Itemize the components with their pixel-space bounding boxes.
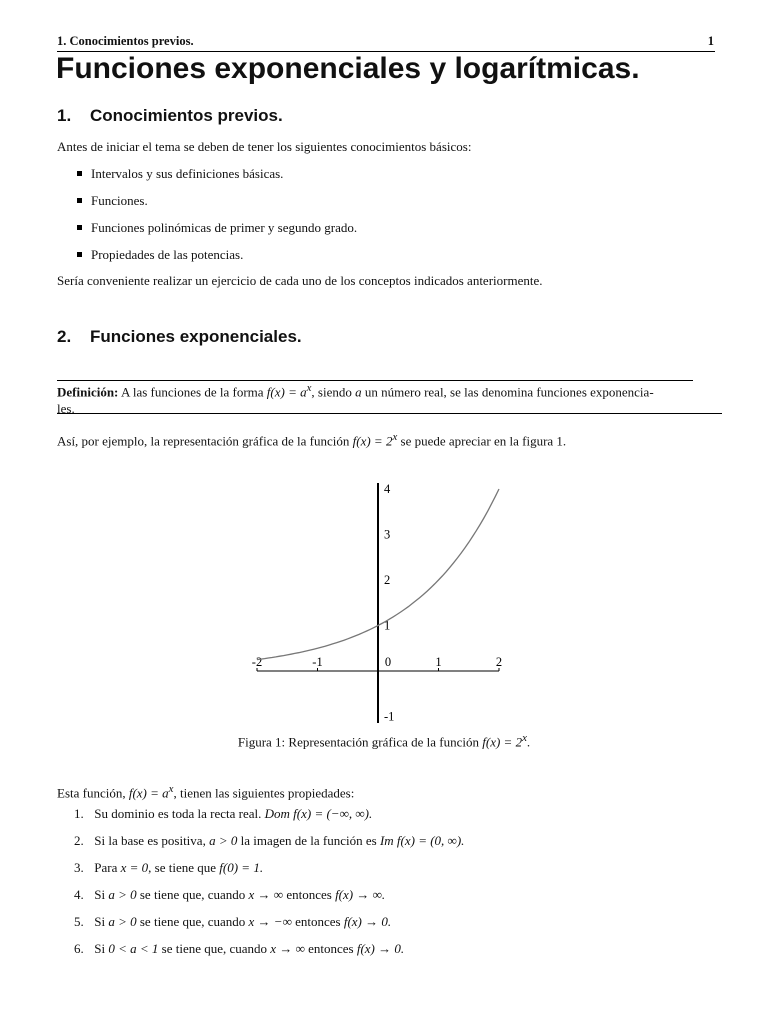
property-math: a > 0 xyxy=(108,914,137,929)
property-math: a > 0 xyxy=(108,887,137,902)
bullet-text: Intervalos y sus definiciones básicas. xyxy=(91,166,284,181)
property-text: entonces xyxy=(308,941,354,956)
property-text: se tiene que, cuando xyxy=(139,887,246,902)
property-math: x → ∞ xyxy=(248,887,284,902)
bullet-text: Funciones. xyxy=(91,193,148,208)
property-math: x = 0 xyxy=(120,860,149,875)
property-text: , se tiene que xyxy=(148,860,217,875)
property-number: 6. xyxy=(74,941,84,956)
property-math: a > 0 xyxy=(209,833,238,848)
example-formula-exponent: x xyxy=(392,431,398,443)
definition-formula-exponent: x xyxy=(306,382,312,394)
figure-caption xyxy=(0,732,768,750)
section-2-number: 2. xyxy=(57,327,72,346)
bullet-item xyxy=(77,220,357,236)
property-text: entonces xyxy=(286,887,332,902)
y-tick-label: 3 xyxy=(384,527,391,542)
definition-variable: a xyxy=(355,384,362,400)
y-tick-label: -1 xyxy=(384,709,395,723)
section-2-title: Funciones exponenciales. xyxy=(90,327,302,346)
property-math: f(0) = 1. xyxy=(219,860,264,875)
bullet-square-icon xyxy=(77,225,82,230)
section-1-heading xyxy=(57,106,283,126)
y-tick-label: 2 xyxy=(384,573,391,587)
property-item xyxy=(74,833,464,849)
section-1-title: Conocimientos previos. xyxy=(90,106,283,125)
property-text: la imagen de la función es xyxy=(240,833,377,848)
properties-intro-text: Esta función, xyxy=(57,785,126,801)
property-item xyxy=(74,887,385,903)
property-number: 1. xyxy=(74,806,84,821)
section-1-closing: Sería conveniente realizar un ejercicio de cada uno de los conceptos indicados anteriormente. xyxy=(57,273,543,288)
property-number: 2. xyxy=(74,833,84,848)
definition-label: Definición: xyxy=(57,384,119,400)
definition-text: A las funciones de la forma xyxy=(120,384,264,400)
chart-axes xyxy=(257,483,499,723)
bullet-item xyxy=(77,193,148,209)
section-1-intro: Antes de iniciar el tema se deben de tener los siguientes conocimientos básicos: xyxy=(57,139,472,154)
bullet-item xyxy=(77,247,243,263)
property-math: f(x) → 0. xyxy=(356,941,405,956)
running-head xyxy=(57,34,714,49)
bullet-text: Propiedades de las potencias. xyxy=(91,247,244,262)
example-paragraph xyxy=(57,429,717,449)
property-math: f(x) → 0. xyxy=(343,914,392,929)
property-number: 4. xyxy=(74,887,84,902)
properties-intro-formula: f(x) = a xyxy=(128,785,169,801)
property-text: Si xyxy=(94,941,106,956)
property-math: x → ∞ xyxy=(270,941,305,956)
property-text: Si xyxy=(94,914,106,929)
property-text: se tiene que, cuando xyxy=(139,914,246,929)
running-head-section: 1. Conocimientos previos. xyxy=(57,34,194,48)
property-text: Si la base es positiva, xyxy=(94,833,206,848)
property-item xyxy=(74,941,404,957)
example-formula: f(x) = 2 xyxy=(352,433,393,449)
property-text: Si xyxy=(94,887,106,902)
page-number: 1 xyxy=(707,34,714,48)
x-tick-label: 0 xyxy=(384,655,392,669)
bullet-item xyxy=(77,166,283,182)
definition-text: les. xyxy=(57,401,75,417)
x-tick-label: -2 xyxy=(251,655,263,669)
chart-ticks xyxy=(252,482,502,723)
definition-bottom-rule xyxy=(57,413,722,414)
property-text: Para xyxy=(94,860,118,875)
x-tick-label: 1 xyxy=(435,655,442,669)
property-text: entonces xyxy=(295,914,341,929)
definition-formula: f(x) = a xyxy=(266,384,307,400)
exponential-chart xyxy=(250,473,510,723)
y-tick-label: 4 xyxy=(384,482,391,496)
properties-intro-exponent: x xyxy=(168,783,174,795)
section-1-number: 1. xyxy=(57,106,72,125)
property-math: 0 < a < 1 xyxy=(108,941,159,956)
caption-suffix: . xyxy=(526,734,531,750)
property-math: Im f(x) = (0, ∞). xyxy=(379,833,465,848)
document-title: Funciones exponenciales y logarítmicas. xyxy=(56,52,640,85)
properties-intro-text: , tienen las siguientes propiedades: xyxy=(173,785,355,801)
section-2-heading xyxy=(57,327,302,347)
properties-intro xyxy=(57,781,717,801)
property-item xyxy=(74,860,263,876)
property-number: 3. xyxy=(74,860,84,875)
property-math: x → −∞ xyxy=(248,914,292,929)
property-text: se tiene que, cuando xyxy=(161,941,268,956)
bullet-square-icon xyxy=(77,252,82,257)
caption-formula-exponent: x xyxy=(522,732,527,744)
caption-formula: f(x) = 2 xyxy=(482,734,523,750)
property-number: 5. xyxy=(74,914,84,929)
example-text: Así, por ejemplo, la representación gráfica de la función xyxy=(57,433,350,449)
x-tick-label: 2 xyxy=(495,655,503,669)
bullet-square-icon xyxy=(77,171,82,176)
bullet-square-icon xyxy=(77,198,82,203)
definition-text: , siendo xyxy=(311,384,352,400)
example-text: se puede apreciar en la figura 1. xyxy=(400,433,567,449)
bullet-text: Funciones polinómicas de primer y segundo grado. xyxy=(91,220,358,235)
definition-text: un número real, se las denomina funciones exponencia- xyxy=(364,384,654,400)
property-math: f(x) → ∞. xyxy=(335,887,386,902)
caption-text: Figura 1: Representación gráfica de la función xyxy=(237,734,479,750)
definition-box xyxy=(57,380,722,417)
y-tick-label: 1 xyxy=(384,618,391,633)
property-item xyxy=(74,806,372,822)
property-math: Dom f(x) = (−∞, ∞). xyxy=(264,806,373,821)
x-tick-label: -1 xyxy=(312,655,323,669)
property-text: Su dominio es toda la recta real. xyxy=(94,806,262,821)
property-item xyxy=(74,914,391,930)
